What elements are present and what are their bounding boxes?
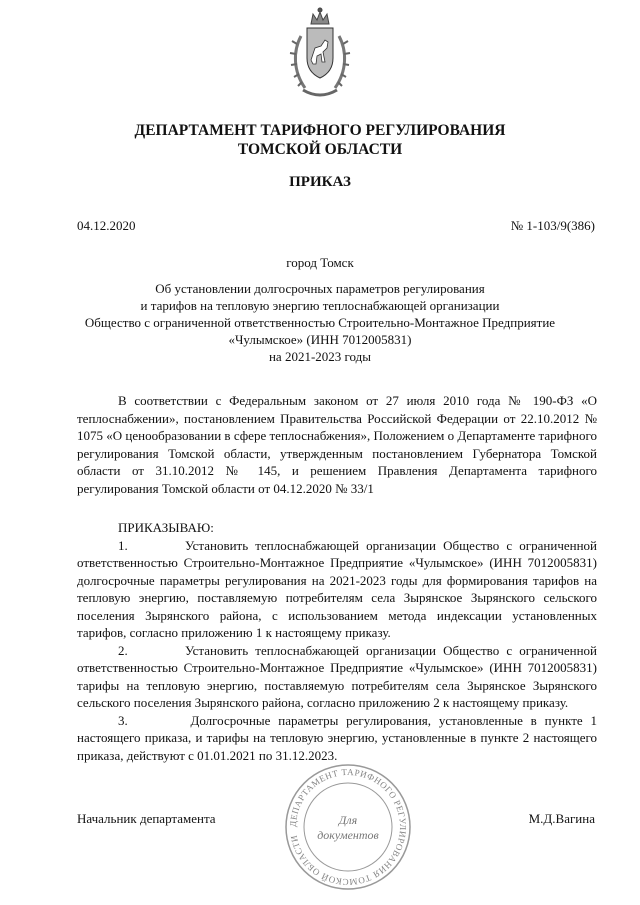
organization-name — [0, 121, 640, 159]
subject-line: и тарифов на тепловую энергию теплоснабжающей организации — [140, 298, 500, 313]
official-stamp — [283, 762, 413, 892]
order-section — [77, 519, 597, 764]
preamble — [77, 392, 597, 497]
organization-name-line1: ДЕПАРТАМЕНТ ТАРИФНОГО РЕГУЛИРОВАНИЯ — [134, 122, 506, 139]
coat-of-arms-emblem — [287, 6, 353, 106]
stamp-text-line2: документов — [317, 828, 379, 842]
subject-line: Общество с ограниченной ответственностью Строительно-Монтажное Предприятие — [84, 315, 556, 330]
signatory-position: Начальник департамента — [77, 811, 216, 826]
stamp-text-line1: Для — [338, 813, 358, 827]
signatory-name: М.Д.Вагина — [528, 811, 595, 826]
subject-line: на 2021-2023 годы — [268, 349, 372, 364]
stamp-ring-text: ДЕПАРТАМЕНТ ТАРИФНОГО РЕГУЛИРОВАНИЯ ТОМСКОЙ ОБЛАСТИ — [287, 766, 409, 888]
city: город Томск — [286, 255, 354, 270]
organization-name-line2: ТОМСКОЙ ОБЛАСТИ — [237, 141, 403, 158]
order-item-1: 1. Установить теплоснабжающей организации Общество с ограниченной ответственностью Строительно-Монтажное Предприятие «Чулымское» (ИНН 7012005831) долгосрочные параметры регулирования на 2021-2023 годы для формирования тарифов на тепловую энергию, поставляемую потребителям села Зырянское Зырянского сельского поселения Зырянского района, с использованием метода индексации установленных тарифов, согласно приложению 1 к настоящему приказу. — [77, 537, 597, 640]
order-number: № 1-103/9(386) — [510, 218, 595, 233]
order-word: ПРИКАЗЫВАЮ: — [118, 520, 214, 535]
document-title: ПРИКАЗ — [289, 174, 351, 190]
order-date: 04.12.2020 — [77, 218, 136, 233]
order-item-3: 3. Долгосрочные параметры регулирования, установленные в пункте 1 настоящего приказа, и тарифы на тепловую энергию, установленные в пункте 2 настоящего приказа, действуют с 01.01.2021 по 31.12.2023. — [77, 712, 597, 763]
order-subject — [60, 280, 580, 365]
subject-line: Об установлении долгосрочных параметров регулирования — [155, 281, 485, 296]
subject-line: «Чулымское» (ИНН 7012005831) — [228, 332, 412, 347]
preamble-text: В соответствии с Федеральным законом от 27 июля 2010 года № 190-ФЗ «О теплоснабжении», постановлением Правительства Российской Федерации от 22.10.2012 № 1075 «О ценообразовании в сфере теплоснабжения», Положением о Департаменте тарифного регулирования Томской области, утвержденным постановлением Губернатора Томской области от 31.10.2012 № 145, и решением Правления Департамента тарифного регулирования Томской области от 04.12.2020 № 33/1 — [77, 393, 597, 496]
order-item-2: 2. Установить теплоснабжающей организации Общество с ограниченной ответственностью Строительно-Монтажное Предприятие «Чулымское» (ИНН 7012005831) тарифы на тепловую энергию, поставляемую потребителям села Зырянское Зырянского сельского поселения Зырянского района, согласно приложению 2 к настоящему приказу. — [77, 642, 597, 710]
